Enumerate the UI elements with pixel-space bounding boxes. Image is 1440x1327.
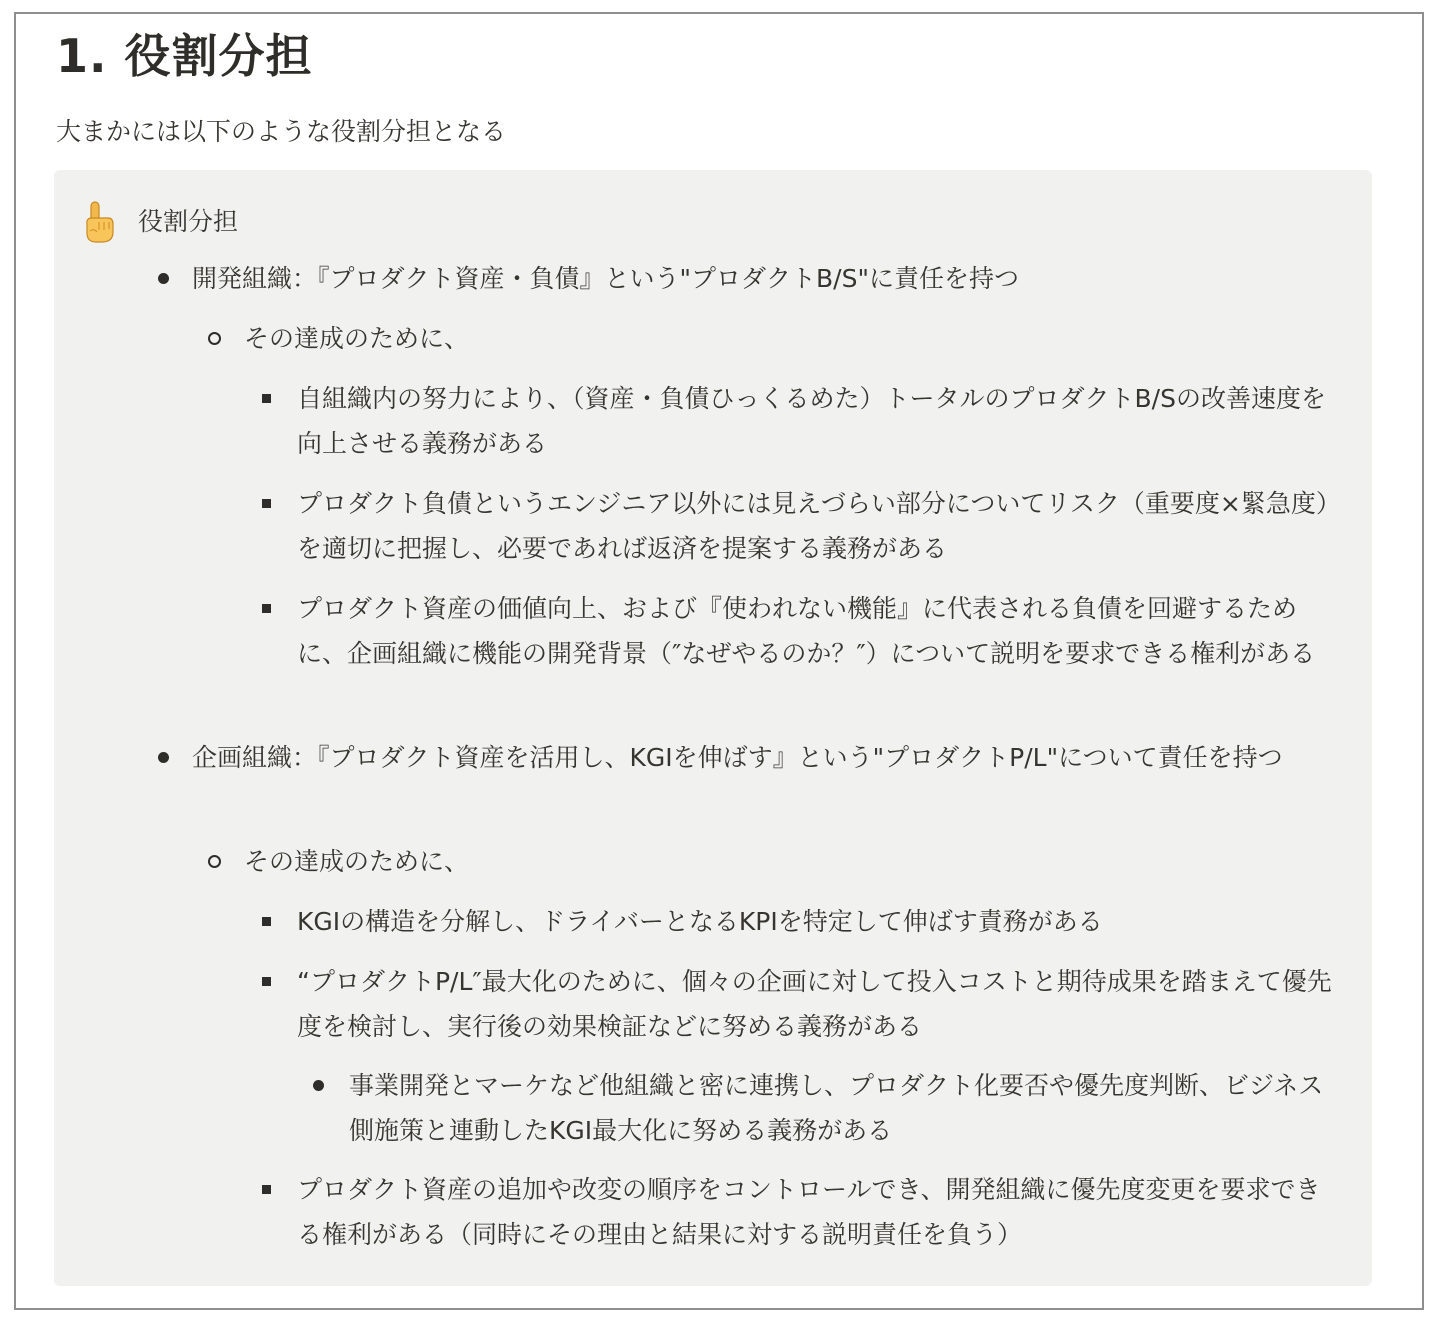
section-heading: 1. 役割分担 — [56, 29, 313, 83]
list-item-text: その達成のために、 — [244, 324, 470, 353]
intro-text: 大まかには以下のような役割分担となる — [56, 117, 507, 146]
list-item — [54, 1063, 1372, 1153]
list-item — [54, 376, 1372, 466]
list-item — [54, 735, 1372, 825]
list-item-text: プロダクト資産の価値向上、および『使われない機能』に代表される負債を回避するために、企画組織に機能の開発背景（″なぜやるのか？″）について説明を要求できる権利がある — [297, 594, 1316, 668]
list-item — [54, 256, 1372, 301]
square-bullet — [262, 977, 271, 986]
square-bullet — [262, 499, 271, 508]
list-item-text: プロダクト負債というエンジニア以外には見えづらい部分についてリスク（重要度×緊急度）を適切に把握し、必要であれば返済を提案する義務がある — [297, 489, 1329, 563]
list-item-text: プロダクト資産の追加や改変の順序をコントロールでき、開発組織に優先度変更を要求できる権利がある（同時にその理由と結果に対する説明責任を負う） — [297, 1175, 1321, 1249]
list-item — [54, 586, 1372, 721]
callout-title: 役割分担 — [138, 207, 239, 236]
disc-bullet — [158, 752, 169, 763]
list-item-text: KGIの構造を分解し、ドライバーとなるKPIを特定して伸ばす責務がある — [297, 907, 1103, 936]
list-item-text: 自組織内の努力により、（資産・負債ひっくるめた）トータルのプロダクトB/Sの改善速度を向上させる義務がある — [297, 384, 1326, 458]
list-item — [54, 481, 1372, 571]
list-item-text: 開発組織：『プロダクト資産・負債』という"プロダクトB/S"に責任を持つ — [192, 264, 1019, 293]
list-item — [54, 839, 1372, 884]
square-bullet — [262, 604, 271, 613]
callout-box — [54, 170, 1372, 1286]
circle-bullet — [208, 332, 221, 345]
disc-bullet — [313, 1080, 324, 1091]
square-bullet — [262, 394, 271, 403]
disc-bullet — [158, 273, 169, 284]
circle-bullet — [208, 855, 221, 868]
list-item — [54, 899, 1372, 944]
list-item — [54, 316, 1372, 361]
square-bullet — [262, 917, 271, 926]
list-item-text: “プロダクトP/L″最大化のために、個々の企画に対して投入コストと期待成果を踏まえて優先度を検討し、実行後の効果検証などに努める義務がある — [297, 967, 1332, 1041]
square-bullet — [262, 1185, 271, 1194]
pointing-up-hand-icon — [82, 200, 116, 244]
list-item-text: その達成のために、 — [244, 847, 470, 876]
list-item — [54, 959, 1372, 1049]
document-frame — [14, 12, 1424, 1310]
list-item — [54, 1167, 1372, 1257]
list-item-text: 企画組織：『プロダクト資産を活用し、KGIを伸ばす』という"プロダクトP/L"について責任を持つ — [192, 743, 1283, 772]
list-item-text: 事業開発とマーケなど他組織と密に連携し、プロダクト化要否や優先度判断、ビジネス側施策と連動したKGI最大化に努める義務がある — [349, 1071, 1324, 1145]
